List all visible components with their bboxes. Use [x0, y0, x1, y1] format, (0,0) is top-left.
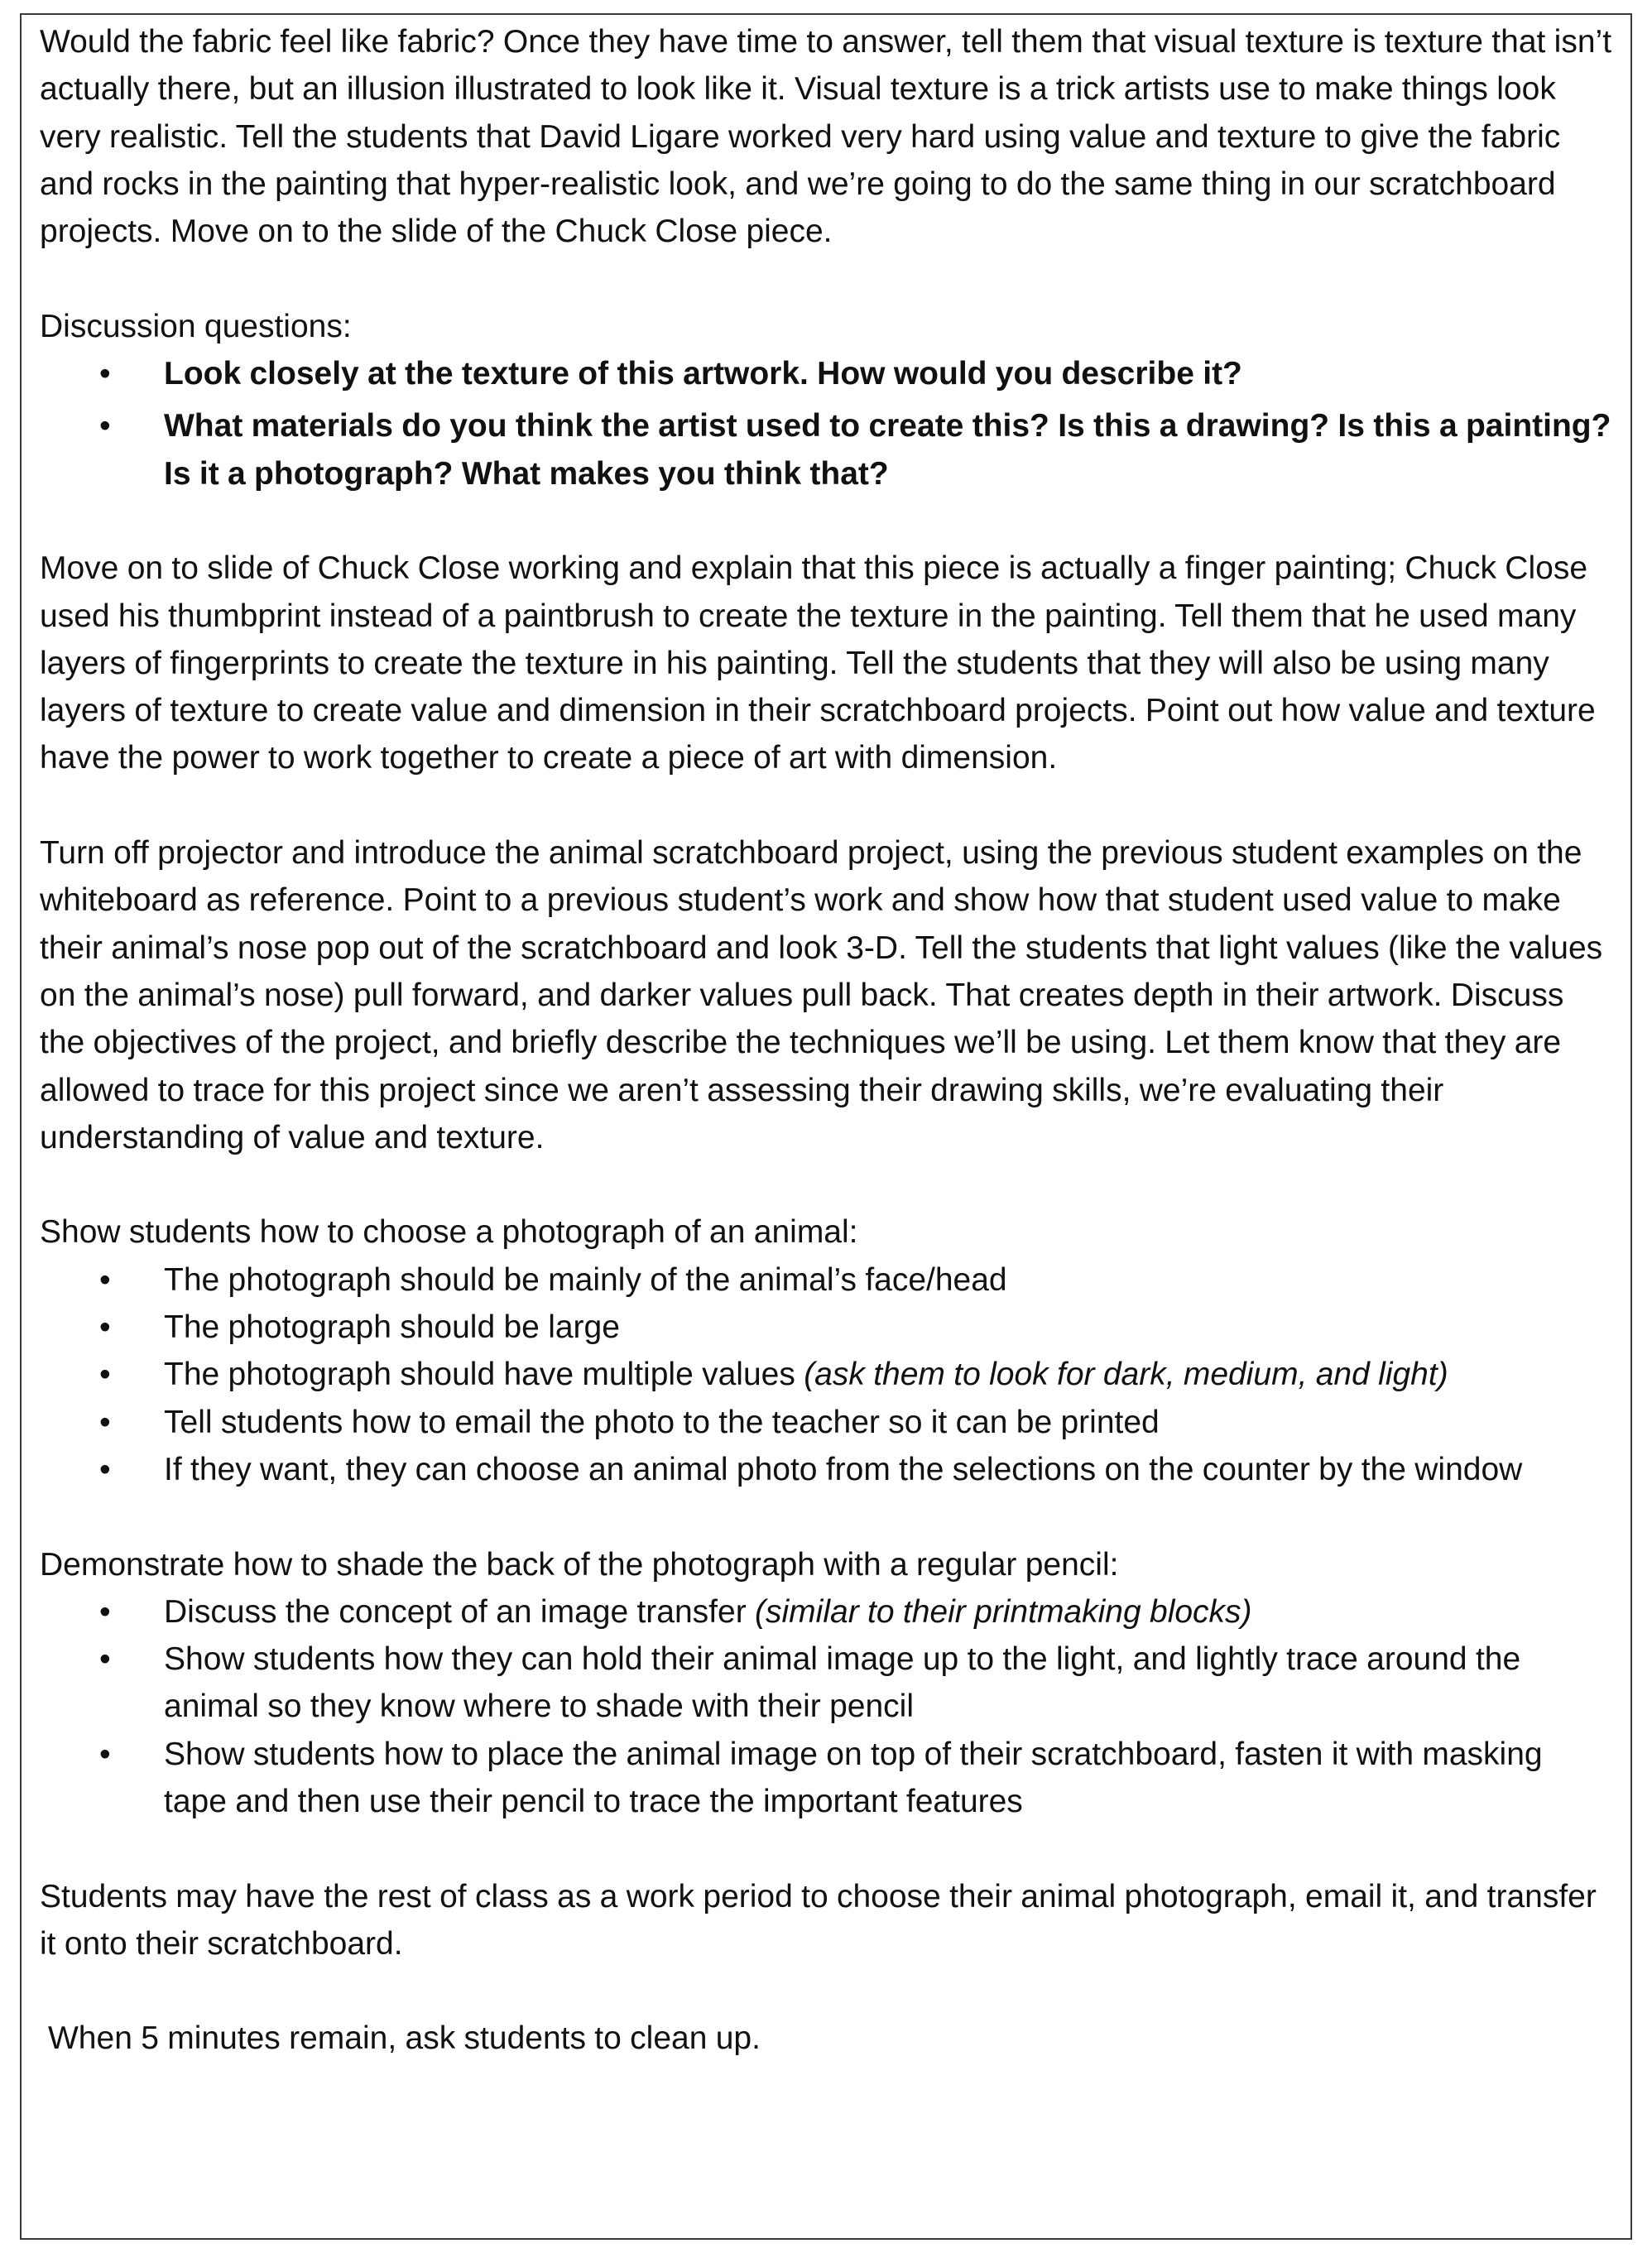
bullet-icon: •	[99, 1309, 111, 1346]
paragraph-gap	[40, 782, 1612, 829]
question-text: What materials do you think the artist used to create this? Is this a drawing? Is this a painting? Is it a photograph? What makes you think that?	[164, 408, 1611, 492]
list-item	[40, 1446, 1612, 1493]
paragraph-gap	[40, 497, 1612, 545]
step-text: Show students how to place the animal image on top of their scratchboard, fasten it with masking tape and then use their pencil to trace the important features	[164, 1736, 1543, 1819]
step-text: The photograph should have multiple values	[164, 1357, 804, 1393]
paragraph-visual-texture: Would the fabric feel like fabric? Once they have time to answer, tell them that visual texture is texture that isn’t actually there, but an illusion illustrated to look like it. Visual texture is a trick artists use to make things look very realistic. Tell the students that David Ligare worked very hard using value and texture to give the fabric and rocks in the painting that hyper-realistic look, and we’re going to do the same thing in our scratchboard projects. Move on to the slide of the Chuck Close piece.	[40, 24, 1612, 250]
paragraph-gap	[40, 1493, 1612, 1540]
paragraph-gap	[40, 1825, 1612, 1872]
question-text: Look closely at the texture of this artwork. How would you describe it?	[164, 356, 1242, 392]
list-item	[40, 1588, 1612, 1636]
photo-steps-heading: Show students how to choose a photograph of an animal:	[40, 1214, 858, 1251]
list-item	[40, 1731, 1612, 1826]
bullet-icon: •	[99, 1261, 111, 1298]
list-item	[40, 350, 1612, 397]
list-item	[40, 402, 1612, 497]
shade-steps-list	[40, 1588, 1612, 1825]
step-text: The photograph should be large	[164, 1309, 620, 1346]
paragraph-chuck-close: Move on to slide of Chuck Close working and explain that this piece is actually a finger painting; Chuck Close used his thumbprint instead of a paintbrush to create the texture in the painting. Tell them that he used many layers of fingerprints to create the texture in his painting. Tell the students that they will also be using many layers of texture to create value and dimension in their scratchboard projects. Point out how value and texture have the power to work together to create a piece of art with dimension.	[40, 550, 1596, 776]
step-text: Discuss the concept of an image transfer	[164, 1593, 756, 1630]
document-box	[20, 13, 1632, 2240]
bullet-icon: •	[99, 408, 111, 444]
paragraph-clean-up: When 5 minutes remain, ask students to clean up.	[48, 2020, 761, 2057]
paragraph-gap	[40, 1161, 1612, 1208]
bullet-icon: •	[99, 1736, 111, 1772]
step-text: If they want, they can choose an animal photo from the selections on the counter by the window	[164, 1451, 1523, 1487]
bullet-icon: •	[99, 1451, 111, 1487]
list-item	[40, 1636, 1612, 1731]
bullet-icon: •	[99, 1357, 111, 1393]
step-text: The photograph should be mainly of the animal’s face/head	[164, 1261, 1007, 1298]
bullet-icon: •	[99, 1593, 111, 1630]
bullet-icon: •	[99, 1641, 111, 1678]
shade-steps-heading: Demonstrate how to shade the back of the photograph with a regular pencil:	[40, 1546, 1119, 1583]
list-item	[40, 1304, 1612, 1351]
paragraph-gap	[40, 255, 1612, 302]
paragraph-gap	[40, 1967, 1612, 2015]
paragraph-scratchboard-project: Turn off projector and introduce the animal scratchboard project, using the previous student examples on the whiteboard as reference. Point to a previous student’s work and show how that student used value to make their animal’s nose pop out of the scratchboard and look 3-D. Tell the students that light values (like the values on the animal’s nose) pull forward, and darker values pull back. That creates depth in their artwork. Discuss the objectives of the project, and briefly describe the techniques we’ll be using. Let them know that they are allowed to trace for this project since we aren’t assessing their drawing skills, we’re evaluating their understanding of value and texture.	[40, 835, 1603, 1155]
bullet-icon: •	[99, 356, 111, 392]
step-italic-note: (ask them to look for dark, medium, and light)	[804, 1357, 1448, 1393]
step-italic-note: (similar to their printmaking blocks)	[755, 1593, 1252, 1630]
discussion-heading: Discussion questions:	[40, 308, 352, 344]
list-item	[40, 1256, 1612, 1304]
bullet-icon: •	[99, 1404, 111, 1440]
step-text: Tell students how to email the photo to the teacher so it can be printed	[164, 1404, 1160, 1440]
list-item	[40, 1399, 1612, 1446]
discussion-questions-list	[40, 350, 1612, 497]
step-text: Show students how they can hold their animal image up to the light, and lightly trace around the animal so they know where to shade with their pencil	[164, 1641, 1521, 1725]
photo-steps-list	[40, 1256, 1612, 1493]
paragraph-work-period: Students may have the rest of class as a work period to choose their animal photograph, email it, and transfer it onto their scratchboard.	[40, 1878, 1597, 1962]
list-item	[40, 1351, 1612, 1398]
